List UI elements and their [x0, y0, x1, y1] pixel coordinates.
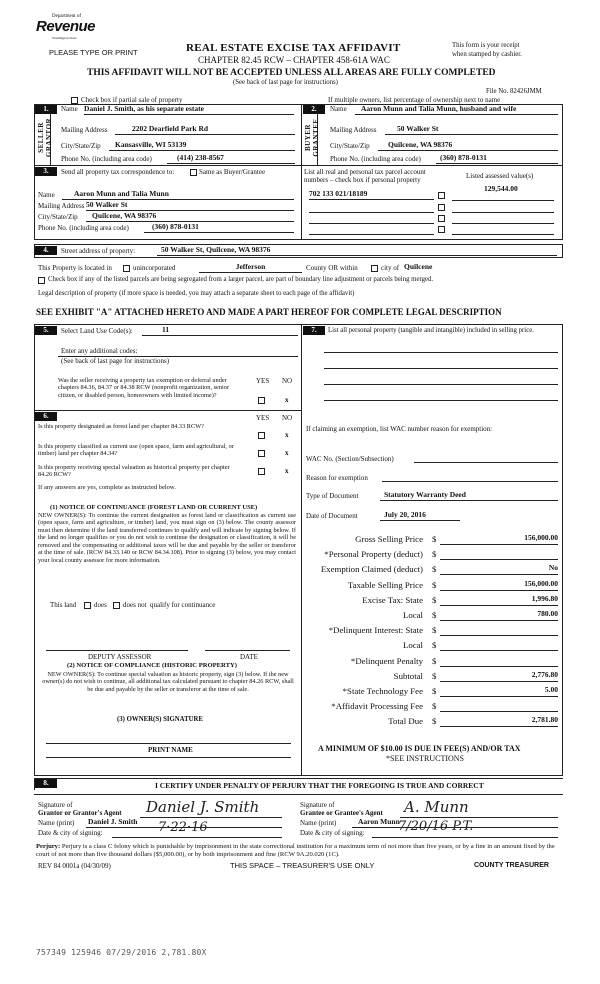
document-date-label: Date of Document — [306, 512, 358, 520]
fee-row-label: *Personal Property (deduct) — [324, 549, 423, 559]
parcel-list-label-2: numbers – check box if personal property — [304, 176, 421, 184]
city-of-label: city of — [381, 264, 400, 272]
grantee-signature: A. Munn — [404, 798, 469, 816]
grantor-signature-label-1: Signature of — [38, 801, 73, 809]
fee-row-label: *Affidavit Processing Fee — [331, 701, 423, 711]
land-use-label: Select Land Use Code(s): — [61, 327, 133, 335]
seller-city: Kansasville, WI 53139 — [109, 141, 295, 151]
logo-dept-line: Department of — [52, 14, 82, 19]
corr-phone-label: Phone No. (including area code) — [38, 224, 129, 232]
segregated-checkbox[interactable] — [38, 277, 45, 284]
form-title: REAL ESTATE EXCISE TAX AFFIDAVIT — [186, 42, 401, 54]
grantor-signature: Daniel J. Smith — [146, 798, 260, 816]
fee-row-currency: $ — [432, 625, 437, 635]
section-1-number: 1. — [35, 105, 57, 114]
grantee-signature-label-1: Signature of — [300, 801, 335, 809]
corr-name-label: Name — [38, 191, 55, 199]
treasurer-space: THIS SPACE – TREASURER'S USE ONLY — [230, 861, 375, 870]
seller-phone: (414) 238-8567 — [167, 154, 295, 164]
fee-row-currency: $ — [432, 656, 437, 666]
buyer-phone-label: Phone No. (including area code) — [330, 155, 421, 163]
fee-row-value — [440, 656, 558, 667]
corr-city-label: City/State/Zip — [38, 213, 78, 221]
fee-row-value — [440, 640, 558, 651]
section6-yes-header: YES — [256, 414, 270, 422]
wac-no-label: WAC No. (Section/Subsection) — [306, 455, 394, 463]
seller-city-label: City/State/Zip — [61, 142, 101, 150]
fee-row-currency: $ — [432, 549, 437, 559]
form-subtitle: CHAPTER 82.45 RCW – CHAPTER 458-61A WAC — [198, 55, 390, 65]
fee-row-currency: $ — [432, 580, 437, 590]
fee-row-label: *Delinquent Interest: State — [328, 625, 423, 635]
instructions-note: (See back of last page for instructions) — [233, 79, 338, 86]
buyer-city: Quilcene, WA 98376 — [378, 141, 558, 151]
grantee-date-label: Date & city of signing: — [300, 829, 365, 837]
fee-row-value: 156,000.00 — [440, 534, 558, 545]
exemption-question: Was the seller receiving a property tax exemption or deferral under chapters 84.36, 84.37 or 84.38 RCW (nonprofit organization, senior citizen, or disabled person, homeowners with limited income)? — [58, 377, 229, 399]
reason-exemption-label: Reason for exemption — [306, 474, 368, 482]
partial-sale-label: Check box if partial sale of property — [81, 96, 183, 104]
county-label: County OR within — [306, 264, 358, 272]
seller-side-label: SELLER GRANTOR — [37, 117, 54, 158]
street-label: Street address of property: — [61, 247, 136, 255]
grantor-name: Daniel J. Smith — [88, 817, 138, 826]
fee-row-currency: $ — [432, 534, 437, 544]
exemption-yes-checkbox[interactable] — [258, 397, 265, 404]
exemption-wac-label: If claiming an exemption, list WAC number reason for exemption: — [306, 425, 493, 433]
unincorporated-label: unincorporated — [133, 264, 176, 272]
seller-mailing-label: Mailing Address — [61, 126, 108, 134]
grantor-date-label: Date & city of signing: — [38, 829, 103, 837]
fee-row-value: 156,000.00 — [440, 580, 558, 591]
buyer-name: Aaron Munn and Talia Munn, husband and wife — [355, 105, 558, 115]
owner-signature-label: (3) OWNER(S) SIGNATURE — [117, 716, 203, 723]
fee-row-label: Local — [402, 640, 423, 650]
section-4-number: 4. — [35, 246, 57, 255]
cashier-stamp: 757349 125946 07/29/2016 2,781.80X — [36, 948, 207, 957]
city-value: Quilcene — [404, 262, 433, 271]
fee-row-value: 5.00 — [440, 686, 558, 697]
historic-yes-checkbox[interactable] — [258, 468, 265, 475]
county-treasurer-label: COUNTY TREASURER — [474, 862, 549, 869]
corr-name: Aaron Munn and Talia Munn — [62, 190, 294, 200]
seller-name: Daniel J. Smith, as his separate estate — [84, 105, 294, 115]
corr-mailing-label: Mailing Address — [38, 202, 85, 210]
document-date: July 20, 2016 — [380, 511, 460, 521]
same-as-buyer-label: Same as Buyer/Grantee — [199, 168, 266, 176]
fee-row-label: Taxable Selling Price — [347, 580, 423, 590]
corr-city: Quilcene, WA 98376 — [86, 212, 294, 222]
corr-phone: (360) 878-0131 — [144, 223, 294, 233]
current-use-no-mark: x — [285, 449, 289, 457]
buyer-side-label: BUYER GRANTEE — [304, 118, 321, 157]
file-number: File No. 82426JMM — [486, 88, 542, 95]
does-checkbox[interactable] — [84, 602, 91, 609]
fee-row-currency: $ — [432, 640, 437, 650]
deputy-assessor-label: DEPUTY ASSESSOR — [88, 653, 152, 661]
section-5-number: 5. — [35, 326, 57, 335]
county-value: Jefferson — [199, 263, 302, 273]
assessed-value: 129,544.00 — [484, 184, 518, 193]
buyer-name-label: Name — [330, 105, 347, 113]
grantor-date: 7·22·16 — [158, 820, 208, 835]
buyer-mailing: 50 Walker St — [385, 125, 558, 135]
continuance-text: NEW OWNER(S): To continue the current designation as forest land or classification as current use (open space, farm and agriculture, or timber) land, you must sign on (3) below. The county assessor must then determine if the land transferred continues to qualify and will indicate by signing below. If the land no longer qualifies or you do not wish to continue the designation or classification, it will be removed and the compensating or additional taxes will be due and payable by the seller or transferor at the time of sale. (RCW 84.33.140 or RCW 84.34.108). Prior to signing (3) below, you may contact your local county assessor for more information. — [38, 512, 296, 564]
perjury-text: Perjury is a class C felony which is punishable by imprisonment in the state correctional institution for a maximum term of not more than five years, or by a fine in an amount fixed by the court of not more than five thousand dollars ($5,000.00), or by both imprisonment and fine (RCW 9A.20.020 (1C). — [36, 843, 555, 858]
compliance-text: NEW OWNER(S): To continue special valuation as historic property, sign (3) below. If the new owner(s) do not wish to continue, all additional tax calculated pursuant to chapter 84.26 RCW, shall be due and payable by the seller or transferor at the time of sale. — [42, 671, 294, 693]
assessor-date-label: DATE — [240, 653, 258, 661]
section-8-number: 8. — [35, 779, 57, 788]
section-7-number: 7. — [303, 326, 325, 335]
parcel-4-personal-checkbox[interactable] — [438, 226, 445, 233]
if-yes-note: If any answers are yes, complete as instructed below. — [38, 484, 176, 491]
fee-row-currency: $ — [432, 564, 437, 574]
personal-property-label: List all personal property (tangible and intangible) included in selling price. — [328, 327, 534, 334]
legal-description-note: Legal description of property (if more space is needed, you may attach a separate sheet to each page of the affidavit) — [38, 290, 355, 297]
section5-yes-header: YES — [256, 377, 270, 385]
fee-row-value — [440, 701, 558, 712]
revision-code: REV 84 0001a (04/30/09) — [38, 862, 111, 870]
continuance-title: (1) NOTICE OF CONTINUANCE (FOREST LAND OR CURRENT USE) — [50, 504, 258, 511]
assessed-value-label: Listed assessed value(s) — [466, 172, 534, 180]
parcel-2-personal-checkbox[interactable] — [438, 204, 445, 211]
print-name-label: PRINT NAME — [148, 746, 193, 754]
buyer-mailing-label: Mailing Address — [330, 126, 377, 134]
document-type: Statutory Warranty Deed — [380, 491, 558, 501]
city-of-checkbox[interactable] — [371, 265, 378, 272]
historic-question: Is this property receiving special valuation as historical property per chapter 84.26 RCW? — [38, 464, 230, 479]
does-label: does — [94, 601, 107, 609]
fee-row-value: 2,776.80 — [440, 671, 558, 682]
seller-phone-label: Phone No. (including area code) — [61, 155, 152, 163]
please-type: PLEASE TYPE OR PRINT — [49, 48, 138, 57]
perjury-label: Perjury: — [36, 843, 61, 850]
fee-row-value: 2,781.80 — [440, 716, 558, 727]
current-use-yes-checkbox[interactable] — [258, 450, 265, 457]
multiple-owners-label: If multiple owners, list percentage of ownership next to name — [328, 96, 501, 104]
grantor-name-label: Name (print) — [38, 819, 75, 827]
forest-no-mark: x — [285, 431, 289, 439]
parcel-1-personal-checkbox[interactable] — [438, 192, 445, 199]
buyer-city-label: City/State/Zip — [330, 142, 370, 150]
see-instructions: *SEE INSTRUCTIONS — [386, 754, 465, 763]
partial-sale-checkbox[interactable] — [71, 97, 78, 104]
qualify-label: qualify for continuance — [150, 601, 216, 609]
additional-codes-note: (See back of last page for instructions) — [61, 357, 170, 365]
grantee-signature-label-2: Grantee or Grantee's Agent — [300, 809, 383, 817]
receipt-note-2: when stamped by cashier. — [452, 51, 522, 58]
fee-row-value: 1,996.80 — [440, 595, 558, 606]
receipt-note-1: This form is your receipt — [452, 42, 520, 49]
fee-row-label: Total Due — [388, 716, 423, 726]
parcel-list-label-1: List all real and personal tax parcel account — [304, 168, 426, 176]
section-6-number: 6. — [35, 412, 57, 421]
land-use-code: 11 — [142, 326, 298, 336]
fee-row-currency: $ — [432, 686, 437, 696]
grantee-name: Aaron Munn — [358, 817, 400, 826]
grantee-name-label: Name (print) — [300, 819, 337, 827]
fee-row-value: 780.00 — [440, 610, 558, 621]
form-warning: THIS AFFIDAVIT WILL NOT BE ACCEPTED UNLESS ALL AREAS ARE FULLY COMPLETED — [87, 68, 496, 78]
fee-row-currency: $ — [432, 595, 437, 605]
forest-land-question: Is this property designated as forest land per chapter 84.33 RCW? — [38, 423, 204, 430]
fee-row-value — [440, 549, 558, 560]
minimum-note: A MINIMUM OF $10.00 IS DUE IN FEE(S) AND/OR TAX — [318, 744, 521, 753]
does-not-checkbox[interactable] — [113, 602, 120, 609]
fee-row-currency: $ — [432, 701, 437, 711]
correspondence-label: Send all property tax correspondence to: — [61, 168, 175, 176]
seller-mailing: 2202 Dearfield Park Rd — [115, 125, 295, 135]
fee-row-currency: $ — [432, 716, 437, 726]
grantee-date: 7/20/16 P.T. — [398, 819, 474, 834]
certify-statement: I CERTIFY UNDER PENALTY OF PERJURY THAT THE FOREGOING IS TRUE AND CORRECT — [155, 781, 484, 790]
current-use-question: Is this property classified as current use (open space, farm and agricultural, or timber) land per chapter 84.34? — [38, 443, 234, 458]
fee-row-currency: $ — [432, 671, 437, 681]
fee-row-currency: $ — [432, 610, 437, 620]
fee-row-label: *State Technology Fee — [342, 686, 423, 696]
seller-name-label: Name — [61, 105, 78, 113]
logo-word: Revenue — [36, 18, 96, 35]
property-street: 50 Walker St, Quilcene, WA 98376 — [157, 246, 557, 256]
fee-row-label: Local — [402, 610, 423, 620]
segregated-note: Check box if any of the listed parcels are being segregated from a larger parcel, are part of boundary line adjustment or parcels being merged. — [48, 276, 434, 283]
same-as-buyer-checkbox[interactable] — [190, 169, 197, 176]
compliance-title: (2) NOTICE OF COMPLIANCE (HISTORIC PROPERTY) — [67, 662, 237, 669]
section6-no-header: NO — [282, 414, 293, 422]
section-3-number: 3. — [35, 167, 57, 176]
exemption-no-mark: x — [285, 396, 289, 404]
located-prefix: This Property is located in — [38, 264, 112, 272]
fee-row-label: Excise Tax: State — [362, 595, 423, 605]
additional-codes-label: Enter any additional codes: — [61, 347, 138, 355]
historic-no-mark: x — [285, 467, 289, 475]
document-type-label: Type of Document — [306, 492, 359, 500]
grantor-signature-label-2: Grantor or Grantor's Agent — [38, 809, 122, 817]
fee-row-label: *Delinquent Penalty — [350, 656, 423, 666]
logo-state-line: Washington State — [52, 36, 77, 40]
fee-row-label: Exemption Claimed (deduct) — [320, 564, 423, 574]
section5-no-header: NO — [282, 377, 293, 385]
exhibit-note: SEE EXHIBIT "A" ATTACHED HERETO AND MADE A PART HEREOF FOR COMPLETE LEGAL DESCRIPTION — [36, 307, 502, 317]
section-2-number: 2. — [303, 105, 325, 114]
fee-row-label: Subtotal — [393, 671, 423, 681]
perjury-note — [36, 843, 560, 859]
parcel-number: 702 133 021/18189 — [309, 190, 434, 200]
does-not-label: does not — [123, 601, 147, 609]
fee-row-label: Gross Selling Price — [355, 534, 423, 544]
buyer-phone: (360) 878-0131 — [436, 154, 558, 164]
unincorporated-checkbox[interactable] — [123, 265, 130, 272]
parcel-3-personal-checkbox[interactable] — [438, 215, 445, 222]
fee-row-value — [440, 625, 558, 636]
forest-yes-checkbox[interactable] — [258, 432, 265, 439]
fee-row-value: No — [440, 564, 558, 575]
corr-mailing: 50 Walker St — [86, 201, 294, 211]
this-land-label: This land — [50, 601, 77, 609]
